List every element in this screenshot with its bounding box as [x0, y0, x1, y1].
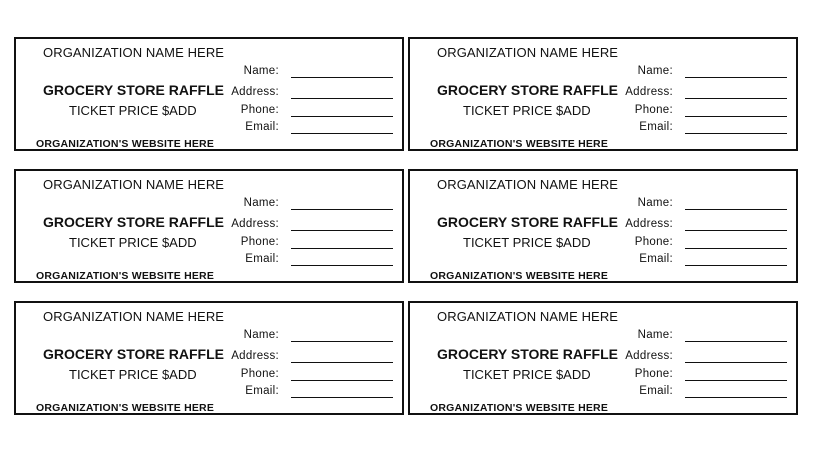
- address-label: Address:: [231, 350, 279, 362]
- phone-label: Phone:: [240, 104, 279, 116]
- address-label: Address:: [625, 350, 673, 362]
- address-line: [291, 362, 393, 363]
- email-line: [291, 397, 393, 398]
- name-line: [291, 77, 393, 78]
- address-field: [605, 350, 787, 365]
- phone-field: [605, 236, 787, 251]
- email-line: [291, 133, 393, 134]
- name-field: [605, 197, 787, 212]
- phone-line: [291, 248, 393, 249]
- organization-name: ORGANIZATION NAME HERE: [43, 309, 225, 324]
- ticket-price: TICKET PRICE $ADD: [463, 103, 591, 118]
- raffle-title: GROCERY STORE RAFFLE: [43, 214, 224, 230]
- address-line: [685, 362, 787, 363]
- name-label: Name:: [637, 197, 673, 209]
- phone-line: [685, 380, 787, 381]
- address-label: Address:: [625, 86, 673, 98]
- phone-field: [211, 104, 393, 119]
- name-field: [211, 197, 393, 212]
- ticket-price: TICKET PRICE $ADD: [69, 103, 197, 118]
- name-line: [685, 209, 787, 210]
- name-field: [605, 329, 787, 344]
- email-label: Email:: [245, 121, 279, 133]
- name-line: [291, 341, 393, 342]
- raffle-ticket: [408, 37, 798, 151]
- phone-line: [685, 248, 787, 249]
- name-line: [291, 209, 393, 210]
- email-label: Email:: [245, 385, 279, 397]
- email-line: [291, 265, 393, 266]
- phone-field: [211, 368, 393, 383]
- phone-line: [291, 116, 393, 117]
- address-label: Address:: [231, 86, 279, 98]
- email-label: Email:: [639, 121, 673, 133]
- address-field: [211, 218, 393, 233]
- name-field: [211, 329, 393, 344]
- name-label: Name:: [637, 65, 673, 77]
- raffle-title: GROCERY STORE RAFFLE: [43, 346, 224, 362]
- name-field: [211, 65, 393, 80]
- email-line: [685, 397, 787, 398]
- raffle-ticket: [408, 301, 798, 415]
- phone-label: Phone:: [634, 368, 673, 380]
- email-field: [605, 253, 787, 268]
- name-line: [685, 341, 787, 342]
- phone-label: Phone:: [634, 236, 673, 248]
- raffle-ticket: [14, 301, 404, 415]
- email-field: [605, 121, 787, 136]
- address-field: [605, 218, 787, 233]
- email-field: [211, 121, 393, 136]
- email-label: Email:: [639, 385, 673, 397]
- email-field: [211, 385, 393, 400]
- address-field: [211, 350, 393, 365]
- organization-website: ORGANIZATION'S WEBSITE HERE: [36, 270, 215, 282]
- phone-field: [211, 236, 393, 251]
- phone-line: [685, 116, 787, 117]
- organization-website: ORGANIZATION'S WEBSITE HERE: [430, 270, 609, 282]
- phone-field: [605, 104, 787, 119]
- name-label: Name:: [243, 197, 279, 209]
- address-field: [605, 86, 787, 101]
- organization-name: ORGANIZATION NAME HERE: [437, 309, 619, 324]
- address-line: [685, 98, 787, 99]
- organization-website: ORGANIZATION'S WEBSITE HERE: [430, 402, 609, 414]
- organization-website: ORGANIZATION'S WEBSITE HERE: [36, 138, 215, 150]
- address-line: [685, 230, 787, 231]
- raffle-ticket: [14, 37, 404, 151]
- name-label: Name:: [637, 329, 673, 341]
- phone-label: Phone:: [240, 368, 279, 380]
- organization-name: ORGANIZATION NAME HERE: [437, 45, 619, 60]
- phone-line: [291, 380, 393, 381]
- email-field: [605, 385, 787, 400]
- raffle-ticket: [408, 169, 798, 283]
- email-label: Email:: [245, 253, 279, 265]
- raffle-title: GROCERY STORE RAFFLE: [437, 214, 618, 230]
- name-line: [685, 77, 787, 78]
- address-line: [291, 230, 393, 231]
- organization-name: ORGANIZATION NAME HERE: [43, 45, 225, 60]
- organization-website: ORGANIZATION'S WEBSITE HERE: [430, 138, 609, 150]
- address-label: Address:: [625, 218, 673, 230]
- address-label: Address:: [231, 218, 279, 230]
- phone-label: Phone:: [634, 104, 673, 116]
- name-field: [605, 65, 787, 80]
- email-line: [685, 265, 787, 266]
- ticket-price: TICKET PRICE $ADD: [69, 367, 197, 382]
- name-label: Name:: [243, 65, 279, 77]
- ticket-price: TICKET PRICE $ADD: [463, 367, 591, 382]
- raffle-title: GROCERY STORE RAFFLE: [43, 82, 224, 98]
- address-field: [211, 86, 393, 101]
- email-label: Email:: [639, 253, 673, 265]
- raffle-title: GROCERY STORE RAFFLE: [437, 82, 618, 98]
- ticket-price: TICKET PRICE $ADD: [69, 235, 197, 250]
- name-label: Name:: [243, 329, 279, 341]
- raffle-ticket: [14, 169, 404, 283]
- raffle-title: GROCERY STORE RAFFLE: [437, 346, 618, 362]
- organization-name: ORGANIZATION NAME HERE: [437, 177, 619, 192]
- phone-label: Phone:: [240, 236, 279, 248]
- address-line: [291, 98, 393, 99]
- ticket-price: TICKET PRICE $ADD: [463, 235, 591, 250]
- email-field: [211, 253, 393, 268]
- organization-name: ORGANIZATION NAME HERE: [43, 177, 225, 192]
- email-line: [685, 133, 787, 134]
- phone-field: [605, 368, 787, 383]
- organization-website: ORGANIZATION'S WEBSITE HERE: [36, 402, 215, 414]
